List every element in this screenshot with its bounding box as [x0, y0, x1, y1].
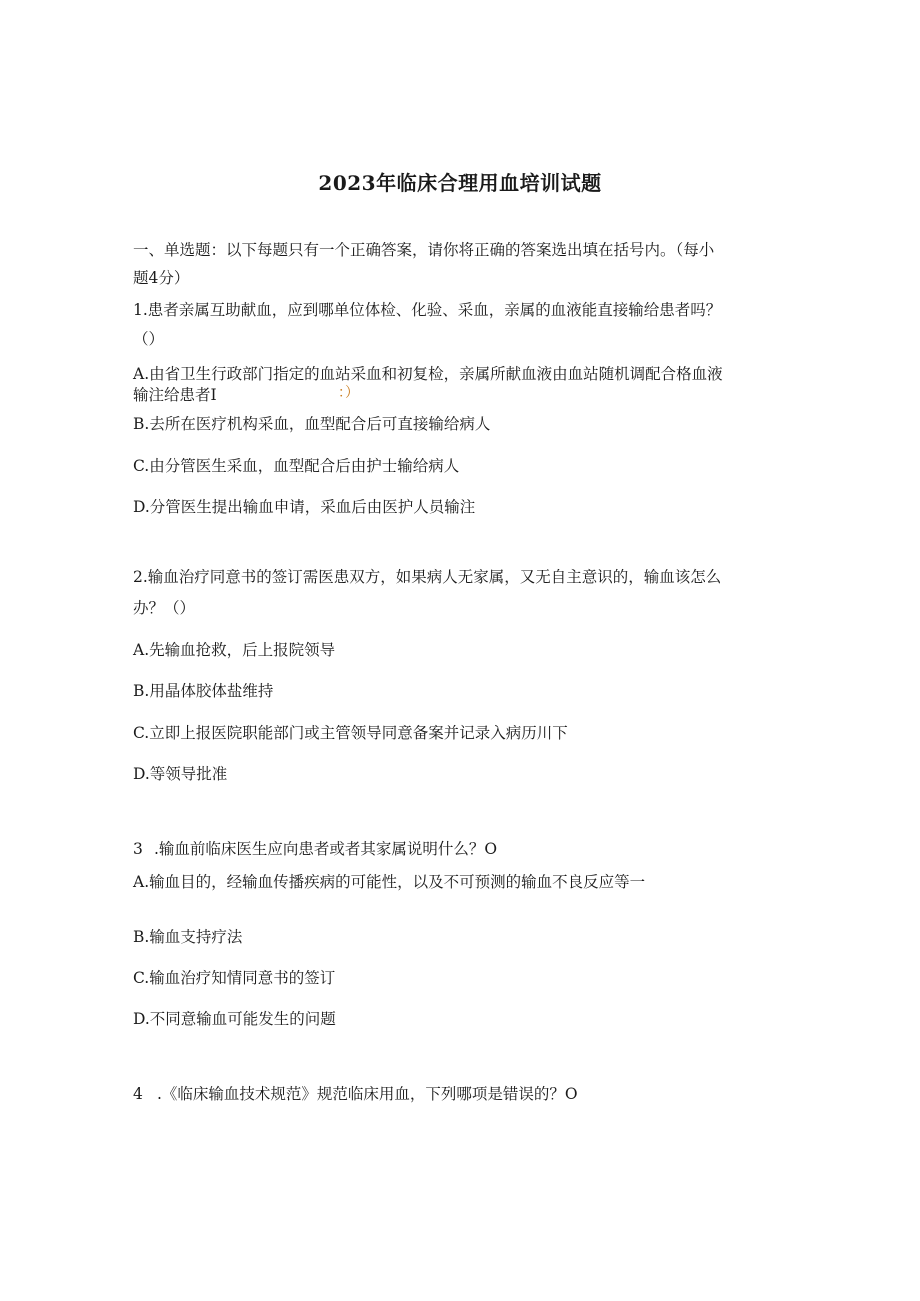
page-title: 2023年临床合理用血培训试题 [318, 171, 602, 195]
q1-option-b: B.去所在医疗机构采血，血型配合后可直接输给病人 [133, 415, 491, 433]
q1-option-d: D.分管医生提出输血申请，采血后由医护人员输注 [133, 498, 476, 516]
q3-option-b: B.输血支持疗法 [133, 928, 243, 946]
q2-option-c: C.立即上报医院职能部门或主管领导同意备案并记录入病历川下 [133, 724, 568, 742]
q3-option-d: D.不同意输血可能发生的问题 [133, 1010, 336, 1028]
q4-number: 4 [133, 1085, 143, 1103]
q2-stem-line1: 2.输血治疗同意书的签订需医患双方，如果病人无家属，又无自主意识的，输血该怎么 [133, 568, 722, 586]
section-heading-line1: 一、单选题：以下每题只有一个正确答案，请你将正确的答案选出填在括号内。（每小 [133, 241, 715, 259]
q2-option-b: B.用晶体胶体盐维持 [133, 682, 274, 700]
q4-stem: .《临床输血技术规范》规范临床用血，下列哪项是错误的？O [157, 1085, 578, 1103]
q2-option-d: D.等领导批准 [133, 765, 228, 783]
q3-option-a: A.输血目的，经输血传播疾病的可能性，以及不可预测的输血不良反应等一 [133, 873, 646, 891]
q1-option-a-line2: 输注给患者I [133, 386, 217, 404]
q3-option-c: C.输血治疗知情同意书的签订 [133, 969, 336, 987]
q1-stem-line2: （） [133, 330, 165, 348]
q1-stem-line1: 1.患者亲属互助献血，应到哪单位体检、化验、采血，亲属的血液能直接输给患者吗？ [133, 301, 722, 319]
q3-stem: .输血前临床医生应向患者或者其家属说明什么？O [154, 840, 498, 858]
q2-option-a: A.先输血抢救，后上报院领导 [133, 641, 336, 659]
q1-option-a-mark: ：） [338, 385, 359, 401]
q3-number: 3 [133, 840, 143, 858]
q1-option-a-line1: A.由省卫生行政部门指定的血站采血和初复检，亲属所献血液由血站随机调配合格血液 [133, 365, 723, 383]
q1-option-c: C.由分管医生采血，血型配合后由护士输给病人 [133, 457, 460, 475]
section-heading-line2: 题4分） [133, 269, 190, 287]
q2-stem-line2: 办？（） [133, 599, 196, 617]
